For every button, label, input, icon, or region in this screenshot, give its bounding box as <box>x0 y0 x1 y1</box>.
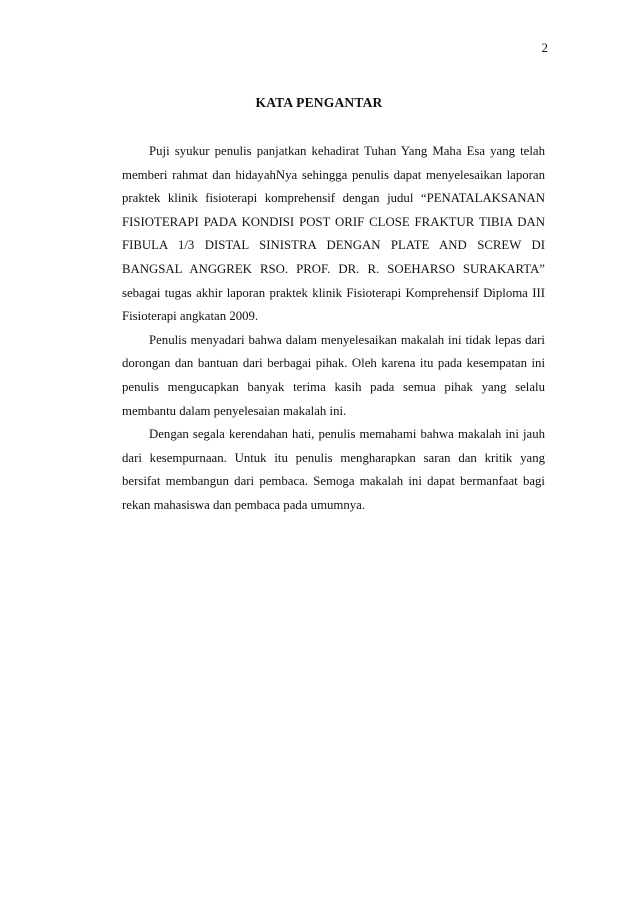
page-number: 2 <box>541 40 548 55</box>
paragraph-2: Penulis menyadari bahwa dalam menyelesaikan makalah ini tidak lepas dari dorongan dan bantuan dari berbagai pihak. Oleh karena itu pada kesempatan ini penulis mengucapkan banyak terima kasih pada semua pihak yang selalu membantu dalam penyelesaian makalah ini. <box>122 332 545 418</box>
body-text <box>122 140 545 518</box>
paragraph-1: Puji syukur penulis panjatkan kehadirat Tuhan Yang Maha Esa yang telah memberi rahmat dan hidayahNya sehingga penulis dapat menyelesaikan laporan praktek klinik fisioterapi komprehensif dengan judul “PENATALAKSANAN FISIOTERAPI PADA KONDISI POST ORIF CLOSE FRAKTUR TIBIA DAN FIBULA 1/3 DISTAL SINISTRA DENGAN PLATE AND SCREW DI BANGSAL ANGGREK RSO. PROF. DR. R. SOEHARSO SURAKARTA” sebagai tugas akhir laporan praktek klinik Fisioterapi Komprehensif Diploma III Fisioterapi angkatan 2009. <box>122 144 545 324</box>
page-title: KATA PENGANTAR <box>255 95 383 110</box>
paragraph-3: Dengan segala kerendahan hati, penulis memahami bahwa makalah ini jauh dari kesempurnaan. Untuk itu penulis mengharapkan saran dan kritik yang bersifat membangun dari pembaca. Semoga makalah ini dapat bermanfaat bagi rekan mahasiswa dan pembaca pada umumnya. <box>122 427 545 512</box>
